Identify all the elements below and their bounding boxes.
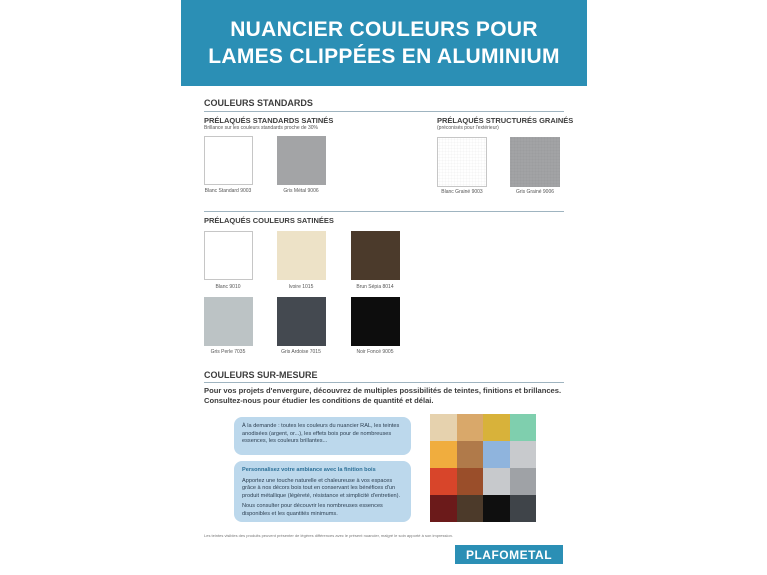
subsection-title-graines: PRÉLAQUÉS STRUCTURÉS GRAINÉS bbox=[437, 116, 574, 125]
finish-sample bbox=[483, 414, 510, 441]
swatch-label: Gris Ardoise 7015 bbox=[281, 349, 321, 355]
footnote: Les teintes visibles des produits peuvent présenter de légères différences avec le présent nuancier, malgré le soin apporté à son impression. bbox=[204, 533, 453, 538]
subsection-note-graines: (préconisés pour l'extérieur) bbox=[437, 125, 499, 131]
color-swatch bbox=[351, 297, 400, 346]
subsection-title-satines: PRÉLAQUÉS STANDARDS SATINÉS bbox=[204, 116, 334, 125]
section-title-surmesure: COULEURS SUR-MESURE bbox=[204, 370, 318, 380]
subsection-note-satines: Brillance sur les couleurs standards proche de 30% bbox=[204, 125, 318, 131]
finish-samples-grid bbox=[430, 414, 536, 522]
swatch-label: Blanc Standard 9003 bbox=[204, 188, 252, 194]
swatch-label: Gris Métal 9006 bbox=[283, 188, 319, 194]
info-bubble-bois bbox=[234, 461, 411, 522]
divider bbox=[204, 111, 564, 112]
color-swatch bbox=[510, 137, 560, 187]
intro-text: Pour vos projets d'envergure, découvrez de multiples possibilités de teintes, finitions et brillances. Consultez-nous pour étudier les conditions de quantité et délai. bbox=[204, 386, 562, 405]
finish-sample bbox=[430, 414, 457, 441]
color-swatch bbox=[277, 136, 326, 185]
swatch-label: Blanc 9010 bbox=[215, 284, 241, 290]
color-swatch bbox=[277, 231, 326, 280]
finish-sample bbox=[510, 441, 537, 468]
info-bubble-ral bbox=[234, 417, 411, 455]
color-swatch bbox=[204, 297, 253, 346]
color-swatch bbox=[204, 136, 253, 185]
finish-sample bbox=[430, 441, 457, 468]
section-title-standards: COULEURS STANDARDS bbox=[204, 98, 313, 108]
divider bbox=[204, 211, 564, 212]
color-swatch bbox=[204, 231, 253, 280]
swatch-label: Ivoire 1015 bbox=[288, 284, 314, 290]
header-line-2: LAMES CLIPPÉES EN ALUMINIUM bbox=[208, 45, 560, 68]
finish-sample bbox=[457, 441, 484, 468]
swatch-label: Blanc Grainé 9003 bbox=[441, 189, 483, 195]
color-swatch bbox=[277, 297, 326, 346]
finish-sample bbox=[457, 495, 484, 522]
finish-sample bbox=[483, 468, 510, 495]
section-title-satinees: PRÉLAQUÉS COULEURS SATINÉES bbox=[204, 216, 334, 225]
color-swatch bbox=[351, 231, 400, 280]
info-bubble-paragraph: Nous consulter pour découvrir les nombreuses essences disponibles et les quantités minimums. bbox=[242, 503, 383, 517]
info-bubble-title: Personnalisez votre ambiance avec la finition bois bbox=[242, 467, 376, 473]
finish-sample bbox=[483, 441, 510, 468]
finish-sample bbox=[510, 495, 537, 522]
finish-sample bbox=[430, 495, 457, 522]
page-header bbox=[181, 0, 587, 86]
header-line-1: NUANCIER COULEURS POUR bbox=[230, 18, 538, 41]
swatch-label: Gris Grainé 9006 bbox=[515, 189, 555, 195]
info-bubble-text: À la demande : toutes les couleurs du nuancier RAL, les teintes anodisées (argent, or...), les effets bois pour de nombreuses essences, les couleurs brillantes... bbox=[242, 423, 400, 444]
finish-sample bbox=[510, 414, 537, 441]
finish-sample bbox=[430, 468, 457, 495]
finish-sample bbox=[457, 414, 484, 441]
divider bbox=[204, 382, 564, 383]
info-bubble-paragraph: Apportez une touche naturelle et chaleureuse à vos espaces grâce à nos décors bois tout en conservant les bénéfices d'un produit métallique (légèreté, résistance et simplicité d'entretien). bbox=[242, 477, 401, 499]
swatch-label: Gris Perle 7035 bbox=[210, 349, 246, 355]
finish-sample bbox=[483, 495, 510, 522]
color-swatch bbox=[437, 137, 487, 187]
finish-sample bbox=[457, 468, 484, 495]
swatch-label: Noir Foncé 9005 bbox=[356, 349, 394, 355]
brand-logo: PLAFOMETAL bbox=[455, 545, 563, 564]
finish-sample bbox=[510, 468, 537, 495]
swatch-label: Brun Sépia 8014 bbox=[356, 284, 394, 290]
